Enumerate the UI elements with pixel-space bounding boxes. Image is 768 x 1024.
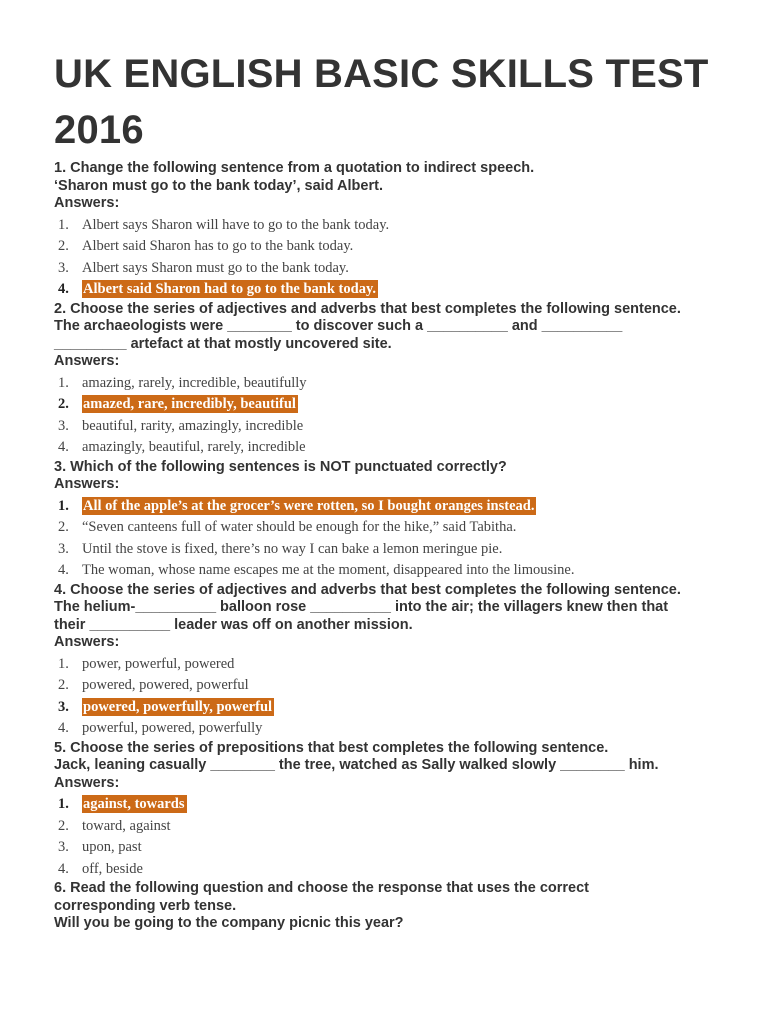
question-text — [54, 740, 744, 793]
correct-answer-item — [54, 794, 744, 816]
answer-text: amazingly, beautiful, rarely, incredible — [82, 439, 306, 455]
answer-item — [54, 539, 744, 561]
question-line: 5. Choose the series of prepositions that best completes the following sentence. — [54, 739, 609, 756]
answer-number: 1. — [58, 216, 69, 233]
answer-text: Until the stove is fixed, there’s no way I can bake a lemon meringue pie. — [82, 540, 503, 557]
answer-list — [54, 654, 744, 740]
highlighted-answer-text: against, towards — [83, 796, 185, 812]
highlighted-answer-text: powered, powerfully, powerful — [83, 698, 273, 715]
question-text — [54, 160, 744, 213]
answer-number: 2. — [58, 396, 69, 412]
answer-list — [54, 373, 744, 459]
question-text — [54, 582, 744, 652]
highlighted-answer-text: amazed, rare, incredibly, beautiful — [83, 396, 296, 412]
document-title: UK ENGLISH BASIC SKILLS TEST 2016 — [54, 52, 709, 152]
answer-number: 3. — [58, 540, 69, 557]
question-line: 3. Which of the following sentences is NOT punctuated correctly? — [54, 458, 507, 475]
answer-text: upon, past — [82, 839, 142, 855]
answers-label: Answers: — [54, 195, 120, 211]
question-line: The archaeologists were ________ to discover such a __________ and __________ — [54, 318, 623, 334]
correct-answer-item — [54, 394, 744, 416]
answer-text: toward, against — [82, 817, 171, 834]
question-block — [54, 582, 744, 740]
answer-number: 4. — [58, 860, 69, 877]
answer-number: 1. — [58, 655, 69, 672]
answer-item — [54, 675, 744, 697]
question-line: Jack, leaning casually ________ the tree, watched as Sally walked slowly ________ him. — [54, 757, 659, 773]
correct-answer-item — [54, 496, 744, 518]
answer-item — [54, 859, 744, 881]
question-line: their __________ leader was off on another mission. — [54, 616, 413, 633]
answers-label: Answers: — [54, 353, 120, 369]
question-block — [54, 880, 744, 933]
question-text — [54, 301, 744, 371]
answer-text: The woman, whose name escapes me at the moment, disappeared into the limousine. — [82, 562, 575, 578]
answer-number: 1. — [58, 497, 69, 514]
answer-text: Albert says Sharon must go to the bank today. — [82, 259, 349, 276]
answer-number: 3. — [58, 259, 69, 276]
answer-number: 2. — [58, 519, 69, 535]
highlighted-answer-text: All of the apple’s at the grocer’s were rotten, so I bought oranges instead. — [83, 497, 535, 514]
answer-number: 2. — [58, 677, 69, 693]
answer-item — [54, 215, 744, 237]
question-block — [54, 740, 744, 881]
answer-item — [54, 718, 744, 740]
answer-text: powerful, powered, powerfully — [82, 720, 263, 736]
question-line: 1. Change the following sentence from a quotation to indirect speech. — [54, 160, 535, 176]
question-line: 4. Choose the series of adjectives and adverbs that best completes the following sentence. — [54, 581, 681, 598]
answer-item — [54, 816, 744, 838]
answers-label: Answers: — [54, 634, 120, 650]
answers-label: Answers: — [54, 774, 120, 791]
answer-number: 3. — [58, 417, 69, 434]
answer-item — [54, 416, 744, 438]
answer-item — [54, 236, 744, 258]
answer-number: 4. — [58, 439, 69, 455]
answer-text: Albert says Sharon will have to go to the bank today. — [82, 216, 390, 233]
answer-item — [54, 517, 744, 539]
question-line: _________ artefact at that mostly uncovered site. — [54, 335, 392, 352]
answer-number: 1. — [58, 796, 69, 812]
correct-answer-item — [54, 697, 744, 719]
question-block — [54, 459, 744, 582]
question-line: ‘Sharon must go to the bank today’, said Albert. — [54, 177, 383, 194]
questions-container — [54, 160, 744, 933]
question-line: The helium-__________ balloon rose __________ into the air; the villagers knew then that — [54, 599, 669, 615]
answer-number: 2. — [58, 238, 69, 254]
highlighted-answer-text: Albert said Sharon had to go to the bank today. — [83, 281, 377, 297]
answer-text: “Seven canteens full of water should be enough for the hike,” said Tabitha. — [82, 519, 517, 535]
correct-answer-item — [54, 279, 744, 301]
answer-item — [54, 373, 744, 395]
question-block — [54, 301, 744, 459]
answer-number: 4. — [58, 281, 69, 297]
answer-text: powered, powered, powerful — [82, 677, 249, 693]
answer-item — [54, 837, 744, 859]
answer-number: 3. — [58, 839, 69, 855]
answer-text: Albert said Sharon has to go to the bank today. — [82, 238, 354, 254]
answer-list — [54, 496, 744, 582]
question-line: corresponding verb tense. — [54, 897, 237, 914]
answer-item — [54, 560, 744, 582]
answer-item — [54, 654, 744, 676]
answer-text: power, powerful, powered — [82, 655, 235, 672]
answer-text: amazing, rarely, incredible, beautifully — [82, 374, 307, 391]
question-block — [54, 160, 744, 301]
question-line: 6. Read the following question and choose the response that uses the correct — [54, 880, 589, 896]
answer-item — [54, 437, 744, 459]
answers-label: Answers: — [54, 476, 120, 492]
question-line: 2. Choose the series of adjectives and adverbs that best completes the following sentence. — [54, 300, 681, 317]
question-line: Will you be going to the company picnic this year? — [54, 915, 404, 931]
answer-number: 1. — [58, 374, 69, 391]
answer-text: off, beside — [82, 860, 143, 877]
answer-item — [54, 258, 744, 280]
answer-number: 4. — [58, 720, 69, 736]
answer-list — [54, 215, 744, 301]
answer-text: beautiful, rarity, amazingly, incredible — [82, 417, 304, 434]
answer-list — [54, 794, 744, 880]
answer-number: 4. — [58, 562, 69, 578]
question-text — [54, 459, 744, 494]
answer-number: 2. — [58, 817, 69, 834]
answer-number: 3. — [58, 698, 69, 715]
question-text — [54, 880, 744, 933]
